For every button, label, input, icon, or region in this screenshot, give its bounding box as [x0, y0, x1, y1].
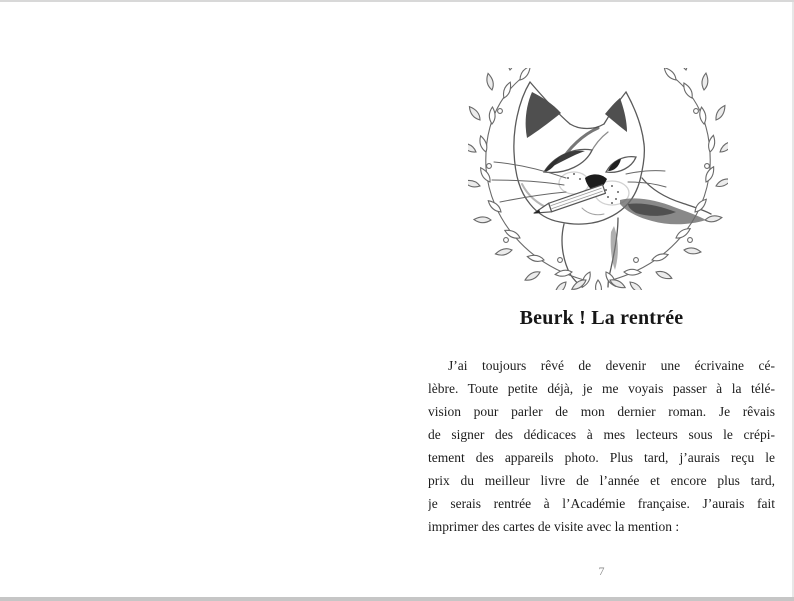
paragraph-line: de signer des dédicaces à mes lecteurs sous le crépi- [428, 427, 775, 442]
paragraph-line: je serais rentrée à l’Académie française. J’aurais fait [428, 496, 775, 511]
window-bottom-bar [0, 597, 794, 601]
paragraph-line: lèbre. Toute petite déjà, je me voyais passer à la télé- [428, 381, 775, 396]
chapter-title: Beurk ! La rentrée [519, 307, 684, 329]
cat-face [514, 82, 711, 287]
page-number: 7 [598, 564, 605, 578]
paragraph-line: vision pour parler de mon dernier roman. Je rêvais [428, 404, 775, 419]
paragraph-line: J’ai toujours rêvé de devenir une écrivaine cé- [448, 358, 775, 373]
paragraph-line: prix du meilleur livre de l’année et encore plus tard, [428, 473, 775, 488]
paragraph-line: tement des appareils photo. Plus tard, j’aurais reçu le [428, 450, 775, 465]
body-paragraph [428, 354, 775, 538]
cat-laurel-illustration [468, 68, 728, 290]
left-page-blank [0, 2, 397, 597]
paragraph-line: imprimer des cartes de visite avec la mention : [428, 519, 680, 534]
